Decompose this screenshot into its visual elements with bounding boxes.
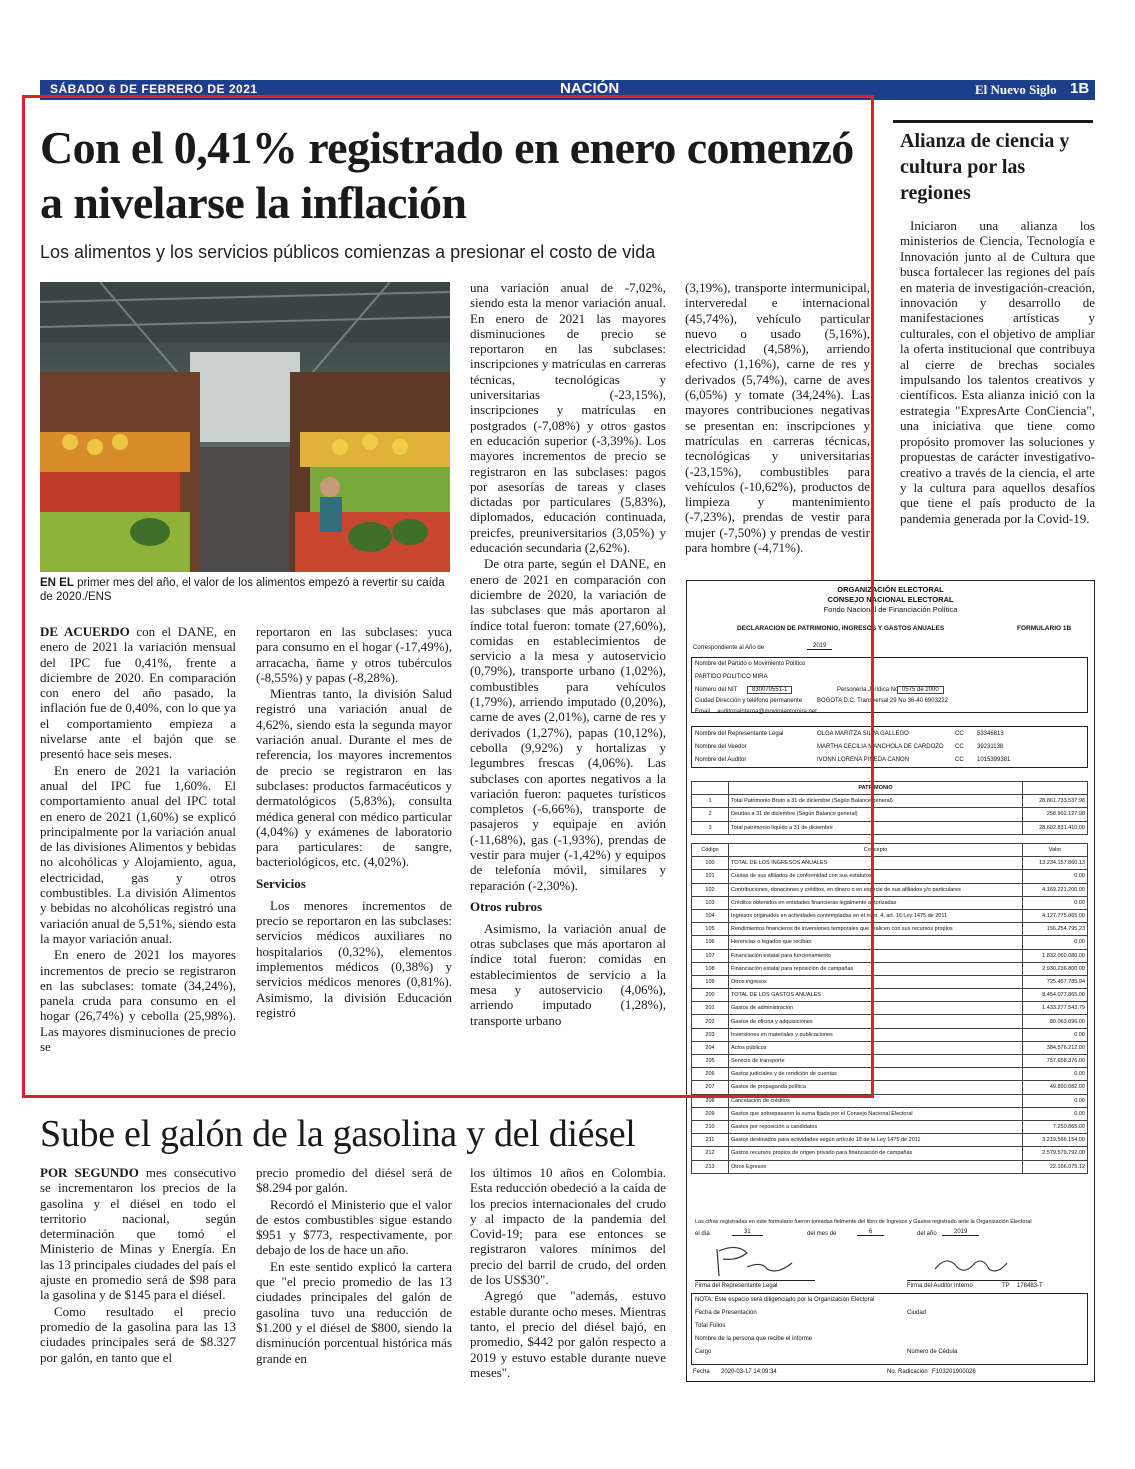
lead-in: DE ACUERDO: [40, 624, 130, 639]
row-concept: Deudas a 31 de diciembre (Según Balance general): [729, 808, 1023, 821]
section-subheading: Otros rubros: [470, 898, 543, 914]
filing-number-label: No. Radicación: [887, 1369, 928, 1375]
row-code: 209: [692, 1107, 729, 1120]
paragraph: Agregó que "además, estuvo estable durante ocho meses. Mientras tanto, el precio del diésel bajó, en promedio, $442 por galón respecto a 2019 y estuvo estable durante nueve meses".: [470, 1288, 666, 1380]
row-concept: Herencias o legados que reciban: [729, 936, 1023, 949]
table-row: [692, 883, 1088, 896]
patrimonio-table: [691, 781, 1088, 835]
row-value: 4.169.221.200.00: [1023, 883, 1088, 896]
paragraph: una variación anual de -7,02%, siendo esta la menor variación anual. En enero de 2021 las mayores disminuciones de precio se reportaron en las subclases: inscripciones y matrículas en carreras técnicas, tecnológicas y universitarias (-23,15%), inscripciones y matrículas en postgrados (-7,08%) y otros gastos en educación superior (-3,39%). Los mayores incrementos de precio se registraron en las subclases: pagos por asesorías de tareas y clases dictadas por particulares (5,83%), diplomados, educación continuada, preicfes, preuniversitarios (3,05%) y educación secundaria (2,62%).: [470, 280, 666, 556]
month-value: 6: [857, 1229, 884, 1236]
row-code: 2: [692, 808, 729, 821]
date-value: 2020-03-17 14:09:34: [721, 1369, 777, 1375]
row-code: 204: [692, 1041, 729, 1054]
row-concept: TOTAL DE LOS GASTOS ANUALES: [729, 989, 1023, 1002]
form-org-line: CONSEJO NACIONAL ELECTORAL: [827, 595, 954, 604]
form-year: 2019: [807, 643, 832, 650]
section-name: NACIÓN: [560, 80, 620, 97]
paragraph: Recordó el Ministerio que el valor de estos combustibles sigue estando $951 y $773, respectivamente, por debajo de los de hace un año.: [256, 1196, 452, 1258]
rep-cc: 53346813: [977, 731, 1004, 737]
table-row: [692, 795, 1088, 808]
row-code: 211: [692, 1134, 729, 1147]
row-concept: Rendimientos financieros de inversiones temporales que realicen con sus recursos propios: [729, 923, 1023, 936]
market-photo: [40, 282, 450, 572]
row-code: 212: [692, 1147, 729, 1160]
row-concept: Gastos por reposición a candidatos: [729, 1120, 1023, 1133]
office-use-box: [691, 1293, 1088, 1365]
paragraph: De otra parte, según el DANE, en enero de 2021 en comparación con diciembre de 2020, la variación de las subclases que más aportaron al índice total fueron: tomate (27,60%), comidas en establecimientos de servicio a la mesa y autoservicio (0,79%), transporte urbano (1,02%), combustibles para vehículos (1,79%), arriendo imputado (0,20%), carne de aves (2,01%), carne de res y derivados (1,27%), papas (10,12%), cebolla (9,92%) y hortalizas y legumbres frescas (4,06%). Las subclases con aportes negativos a la variación fueron: paquetes turísticos completos (-6,66%), transporte de pasajeros y equipaje en avión (-11,68%), gas (-1,93%), prendas de vestir para mujer (-1,42%) y equipos de telefonía móvil, similares y reparación (-2,30%).: [470, 556, 666, 893]
day-value: 31: [732, 1229, 763, 1236]
row-code: 205: [692, 1055, 729, 1068]
table-row: [692, 1055, 1088, 1068]
ingresos-gastos-grid: [691, 843, 1088, 1174]
city-value: BOGOTA D.C. Transversal 29 No 36-40 6903222: [817, 698, 948, 704]
table-row: [692, 1094, 1088, 1107]
auditor-name: IVONN LORENA PINEDA CANON: [817, 757, 910, 763]
table-row: [692, 936, 1088, 949]
row-code: 1: [692, 795, 729, 808]
pj-label: Personería Jurídica No: [837, 687, 899, 693]
rep-name: OLGA MARITZA SILVA GALLEGO: [817, 731, 909, 737]
table-row: [692, 1028, 1088, 1041]
row-code: 103: [692, 896, 729, 909]
paragraph: Los menores incrementos de precio se reportaron en las subclases: servicios médicos auxiliares no hospitalarios (0,32%), elementos implementos médicos (0,38%) y servicios médicos menores (0,81%). Asimismo, la división Educación registró: [256, 897, 452, 1020]
row-code: 213: [692, 1160, 729, 1173]
caption-text: primer mes del año, el valor de los alimentos empezó a revertir su caída de 2020./ENS: [40, 577, 445, 603]
newspaper-name: El Nuevo Siglo: [975, 82, 1057, 97]
row-code: 100: [692, 857, 729, 870]
row-value: 7.250.865.00: [1023, 1120, 1088, 1133]
year-value: 2019: [942, 1229, 979, 1236]
table-row: [692, 1081, 1088, 1094]
table-row: [692, 821, 1088, 834]
row-value: 156.254.795.23: [1023, 923, 1088, 936]
row-code: 101: [692, 870, 729, 883]
auditor-signature-label: Firma del Auditor Interno: [907, 1283, 973, 1289]
page-number: 1B: [1070, 80, 1090, 97]
auditor-signature: [927, 1249, 1027, 1279]
filing-number: F103201900026: [932, 1369, 976, 1375]
market-photo-illustration: [40, 282, 450, 572]
row-value: 1.832.060.080.00: [1023, 949, 1088, 962]
row-concept: Gastos recursos propios de origen privado para financiación de campañas: [729, 1147, 1023, 1160]
veedor-name: MARTHA CECILIA MANCHOLA DE CARDOZO: [817, 744, 944, 750]
table-row: [692, 975, 1088, 988]
row-code: 206: [692, 1068, 729, 1081]
row-code: 105: [692, 923, 729, 936]
paragraph: En enero de 2021 los mayores incrementos de precio se registraron en las subclases: tomate (34,24%), panela cruda para consumo en el hogar (26,74%) y cebolla (25,98%). Las mayores disminuciones de precio se: [40, 947, 236, 1055]
table-row: [692, 962, 1088, 975]
row-value: 0.00: [1023, 1094, 1088, 1107]
paragraph: (3,19%), transporte intermunicipal, interveredal e internacional (45,74%), vehículo particular nuevo o usado (5,16%), electricidad (4,58%), arriendo efectivo (1,16%), carne de res y derivados (5,74%), carne de aves (6,05%) y tomate (34,24%). Las mayores contribuciones negativas se presentan en: inscripciones y matrículas en carreras técnicas, tecnológicas y universitarias (-23,15%), combustibles para vehículos (-10,62%), productos de limpieza y mantenimiento (-7,23%), prendas de vestir para mujer (-7,50%) y prendas de vestir para hombre (-4,71%).: [685, 280, 870, 556]
row-value: 0.00: [1023, 936, 1088, 949]
row-concept: Gastos judiciales y de rendición de cuentas: [729, 1068, 1023, 1081]
row-concept: Gastos destinados para actividades según artículo 18 de la Ley 1475 de 2011: [729, 1134, 1023, 1147]
row-code: 104: [692, 909, 729, 922]
issue-date: SÁBADO 6 DE FEBRERO DE 2021: [50, 82, 258, 96]
row-value: 0.00: [1023, 896, 1088, 909]
rep-cc-label: CC: [955, 731, 964, 737]
veedor-cc: 39231138: [977, 744, 1004, 750]
row-value: 22.166.075.12: [1023, 1160, 1088, 1173]
nit-label: Número del NIT: [695, 687, 738, 693]
article-column-4: [685, 280, 870, 556]
article2-column-3: [470, 1165, 666, 1381]
paragraph: [40, 1165, 236, 1303]
party-name: PARTIDO POLITICO MIRA: [695, 674, 768, 680]
email-label: Email: [695, 709, 711, 715]
row-concept: Inversiones en materiales y publicaciones: [729, 1028, 1023, 1041]
column-header: Valor: [1023, 844, 1088, 857]
tp-label: TP: [1002, 1283, 1010, 1289]
table-row: [692, 870, 1088, 883]
row-value: 28.602.831.410.00: [1023, 821, 1088, 834]
table-row: [692, 1041, 1088, 1054]
auditor-cc-label: CC: [955, 757, 964, 763]
table-row: [692, 896, 1088, 909]
row-code: 106: [692, 936, 729, 949]
form-year-label: Correspondiente al Año de: [693, 645, 765, 651]
row-value: 2.579.579.792.00: [1023, 1147, 1088, 1160]
table-cell: [692, 782, 729, 795]
row-concept: Gastos de oficina y adquisiciones: [729, 1015, 1023, 1028]
paragraph: En enero de 2021 la variación anual del IPC fue 1,60%. El comportamiento anual del IPC total en enero de 2021 (1,60%) se explicó principalmente por la variación anual de las divisiones Alimentos y bebidas no alcohólicas y Alojamiento, agua, electricidad, gas y otros combustibles. La división Alimentos y bebidas no alcohólicas registró una variación anual de 5,51%, siendo esta la mayor variación anual.: [40, 762, 237, 946]
total-folios-label: Total Folios: [695, 1323, 726, 1329]
row-value: 8.454.077.865.00: [1023, 989, 1088, 1002]
row-code: 107: [692, 949, 729, 962]
form-org-line: Fondo Nacional de Financiación Política: [823, 605, 958, 614]
paragraph: [40, 624, 236, 762]
table-header-row: [692, 844, 1088, 857]
row-value: 1.433.277.543.79: [1023, 1002, 1088, 1015]
article-column-2: [256, 624, 452, 1021]
month-label: del mes de: [807, 1231, 837, 1237]
paragraph: reportaron en las subclases: yuca para consumo en el hogar (-17,49%), arracacha, ñame y otros tubérculos (-8,55%) y papas (-8,28%).: [256, 624, 452, 685]
row-code: 3: [692, 821, 729, 834]
sidebar-body: Iniciaron una alianza los ministerios de Ciencia, Tecnología e Innovación junto al de Cultura que busca fortalecer las regiones del país en materia de investigación-creación, innovación y desarrollo de manifestaciones artísticas y culturales, con el objetivo de ampliar la oferta institucional que contribuya al cierre de brechas sociales impulsando los talentos creativos y científicos. Esta alianza inició con la estrategia "ExpresArte ConCiencia", una iniciativa que tiene como propósito promover las soluciones y propuestas de carácter investigativo- creativo a través de la ciencia, el arte y la cultura para aquellos desafíos que tiene el país producto de la pandemia generada por la Covid-19.: [900, 218, 1095, 526]
row-concept: Otros Egresos: [729, 1160, 1023, 1173]
sidebar-headline: Alianza de ciencia y cultura por las regiones: [900, 130, 1070, 204]
paragraph: Asimismo, la variación anual de otras subclases que más aportaron al índice total fueron: comidas en establecimientos de servicio a la mesa y autoservicio (4,06%), arriendo imputado (1,28%), transporte urbano: [470, 920, 666, 1028]
row-code: 202: [692, 1015, 729, 1028]
email-value: auditoriainterna@movimientomira.net: [717, 709, 817, 715]
date-label: Fecha: [693, 1369, 710, 1375]
day-label: el día: [695, 1231, 710, 1237]
row-value: 80.063.096.00: [1023, 1015, 1088, 1028]
city-field-label: Ciudad: [907, 1310, 927, 1316]
paragraph: Como resultado el precio promedio de la gasolina para las 13 ciudades principales será de $8.327 por galón, en tanto que el: [40, 1303, 236, 1365]
lead-in: POR SEGUNDO: [40, 1165, 139, 1180]
row-value: 13.234.157.860.13: [1023, 857, 1088, 870]
representative-signature: [707, 1241, 807, 1281]
table-row: [692, 1147, 1088, 1160]
rep-label: Nombre del Representante Legal: [695, 731, 784, 737]
paragraph: los últimos 10 años en Colombia. Esta reducción obedeció a la caída de los precios internacionales del crudo y al impacto de la pandemia del Covid-19; para ese entonces se registraron valores mínimos del precio del barril de crudo, del orden de los US$30".: [470, 1165, 666, 1288]
row-code: 109: [692, 975, 729, 988]
row-concept: Ingresos originados en actividades contempladas en el num. 4, art. 16 Ley 1475 de 2011: [729, 909, 1023, 922]
column-header: Concepto: [729, 844, 1023, 857]
section-subheading: Servicios: [256, 875, 306, 891]
party-label: Nombre del Partido o Movimiento Político: [695, 661, 806, 667]
column-header: Código: [692, 844, 729, 857]
page-header-bar: [40, 80, 1095, 100]
table-row: [692, 1002, 1088, 1015]
veedor-cc-label: CC: [955, 744, 964, 750]
table-row: [692, 909, 1088, 922]
patrimonio-heading: PATRIMONIO: [729, 782, 1023, 795]
table-cell: [1023, 782, 1088, 795]
table-row: [692, 857, 1088, 870]
certification-text: Las cifras registradas en este formulario fueron tomadas fielmente del libro de Ingresos y Gastos registrado ante la Organización Electoral: [695, 1219, 1032, 1225]
row-concept: Gastos de propaganda política: [729, 1081, 1023, 1094]
row-concept: Cuotas de sus afiliados de conformidad con sus estatutos: [729, 870, 1023, 883]
row-value: 258.902.127.98: [1023, 808, 1088, 821]
table-row: [692, 923, 1088, 936]
table-row: [692, 1120, 1088, 1133]
form-org-line: ORGANIZACIÓN ELECTORAL: [837, 585, 944, 594]
form-number: FORMULARIO 1B: [1017, 625, 1072, 632]
row-value: 0.00: [1023, 870, 1088, 883]
patrimonio-grid: [691, 781, 1088, 835]
form-header: [687, 585, 1094, 615]
row-value: 0.00: [1023, 1068, 1088, 1081]
sidebar-rule: [893, 120, 1093, 123]
row-code: 203: [692, 1028, 729, 1041]
row-value: 28.861.733.537.98: [1023, 795, 1088, 808]
row-concept: Gastos de administración: [729, 1002, 1023, 1015]
table-row: [692, 1160, 1088, 1173]
photo-caption: [40, 576, 450, 604]
row-code: 102: [692, 883, 729, 896]
article2-column-1: [40, 1165, 236, 1366]
row-concept: Gastos que sobrepasaron la suma fijada por el Consejo Nacional Electoral: [729, 1107, 1023, 1120]
row-code: 207: [692, 1081, 729, 1094]
auditor-cc: 1015399381: [977, 757, 1011, 763]
receiver-name-label: Nombre de la persona que recibe el informe: [695, 1336, 813, 1342]
row-concept: Cancelación de créditos: [729, 1094, 1023, 1107]
id-number-label: Número de Cédula: [907, 1349, 958, 1355]
paragraph: Mientras tanto, la división Salud registró una variación anual de 4,62%, siendo esta la segunda mayor variación anual. Durante el mes de referencia, los mayores incrementos de precio se registraron en las subclases: productos farmacéuticos y dermatológicos (5,83%), consulta médica general con médico particular (4,04%) y exámenes de laboratorio para particulares: de sangre, bacteriológicos, etc. (4,02%).: [256, 686, 452, 870]
table-row: [692, 1068, 1088, 1081]
row-value: 0.00: [1023, 1028, 1088, 1041]
row-code: 208: [692, 1094, 729, 1107]
row-concept: Financiación estatal para funcionamiento: [729, 949, 1023, 962]
table-row: [692, 808, 1088, 821]
row-concept: Créditos obtenidos en entidades financieras legalmente autorizadas: [729, 896, 1023, 909]
article-column-1: [40, 624, 236, 1055]
pj-value: 0575 de 2000: [897, 686, 944, 694]
presentation-date-label: Fecha de Presentación: [695, 1310, 757, 1316]
article2-column-2: [256, 1165, 452, 1367]
article-subheadline: Los alimentos y los servicios públicos comienzas a presionar el costo de vida: [40, 242, 656, 262]
city-label: Ciudad Dirección y teléfono permanente: [695, 698, 803, 704]
table-row: [692, 1107, 1088, 1120]
rep-signature-label: Firma del Representante Legal: [695, 1283, 778, 1289]
signature-line: [695, 1280, 815, 1281]
office-note: NOTA: Este espacio será diligenciado por la Organización Electoral: [695, 1297, 875, 1303]
row-value: 3.219.566.154.00: [1023, 1134, 1088, 1147]
row-value: 384.576.212.00: [1023, 1041, 1088, 1054]
position-label: Cargo: [695, 1349, 712, 1355]
row-value: 725.457.785.94: [1023, 975, 1088, 988]
article-column-3: [470, 280, 666, 1029]
row-code: 108: [692, 962, 729, 975]
financial-declaration-form: [686, 580, 1095, 1382]
paragraph-text: mes consecutivo se incrementaron los precios de la gasolina y el diésel en todo el territorio nacional, según determinación que tomó el Ministerio de Minas y Energía. En las 13 principales ciudades del país el ajuste en promedio será de $98 para la gasolina y de $145 para el diésel.: [40, 1165, 236, 1303]
auditor-label: Nombre del Auditor: [695, 757, 747, 763]
paragraph-text: con el DANE, en enero de 2021 la variación mensual del IPC fue 0,41%, frente a diciembre de 2020. En comparación con enero del año pasado, la inflación fue de 0,40%, con lo que ya el comportamiento empieza a nivelarse ante el bajón que se presentó hace seis meses.: [40, 624, 236, 762]
table-row: [692, 1015, 1088, 1028]
article2-headline: Sube el galón de la gasolina y del diésel: [40, 1113, 636, 1155]
row-concept: Total Patrimonio Bruto a 31 de diciembre (Según Balance general): [729, 795, 1023, 808]
row-value: 4.127.775.065.00: [1023, 909, 1088, 922]
paragraph: precio promedio del diésel será de $8.294 por galón.: [256, 1165, 452, 1196]
paragraph: En este sentido explicó la cartera que "el precio promedio de las 13 ciudades principales del galón de gasolina tuvo una reducción de $1.200 y el diésel de $800, siendo la disminución porcentual histórica más grande en: [256, 1258, 452, 1366]
article-headline: Con el 0,41% registrado en enero comenzó a nivelarse la inflación: [40, 122, 854, 228]
tp-value: 178483-T: [1017, 1283, 1043, 1289]
table-row: [692, 989, 1088, 1002]
form-title: DECLARACION DE PATRIMONIO, INGRESOS Y GASTOS ANUALES: [737, 625, 945, 632]
row-concept: TOTAL DE LOS INGRESOS ANUALES: [729, 857, 1023, 870]
nit-value: 830070551-1: [747, 686, 792, 694]
veedor-label: Nombre del Veedor: [695, 744, 747, 750]
row-value: 0.00: [1023, 1107, 1088, 1120]
row-concept: Total patrimonio líquido a 31 de diciembre: [729, 821, 1023, 834]
row-concept: Contribuciones, donaciones y créditos, en dinero o en especie de sus afiliados y/o particulares: [729, 883, 1023, 896]
row-code: 210: [692, 1120, 729, 1133]
row-concept: Actos públicos: [729, 1041, 1023, 1054]
row-concept: Otros ingresos: [729, 975, 1023, 988]
ingresos-gastos-table: [691, 843, 1088, 1174]
row-concept: Financiación estatal para reposición de campañas: [729, 962, 1023, 975]
caption-lead: EN EL: [40, 577, 74, 589]
row-code: 200: [692, 989, 729, 1002]
year-label: del año: [917, 1231, 937, 1237]
row-value: 49.890.082.00: [1023, 1081, 1088, 1094]
row-value: 757.658.376.00: [1023, 1055, 1088, 1068]
signature-line: [907, 1280, 1037, 1281]
table-row: [692, 1134, 1088, 1147]
row-concept: Servicio de transporte: [729, 1055, 1023, 1068]
row-code: 201: [692, 1002, 729, 1015]
table-row: [692, 949, 1088, 962]
row-value: 2.930.236.800.00: [1023, 962, 1088, 975]
